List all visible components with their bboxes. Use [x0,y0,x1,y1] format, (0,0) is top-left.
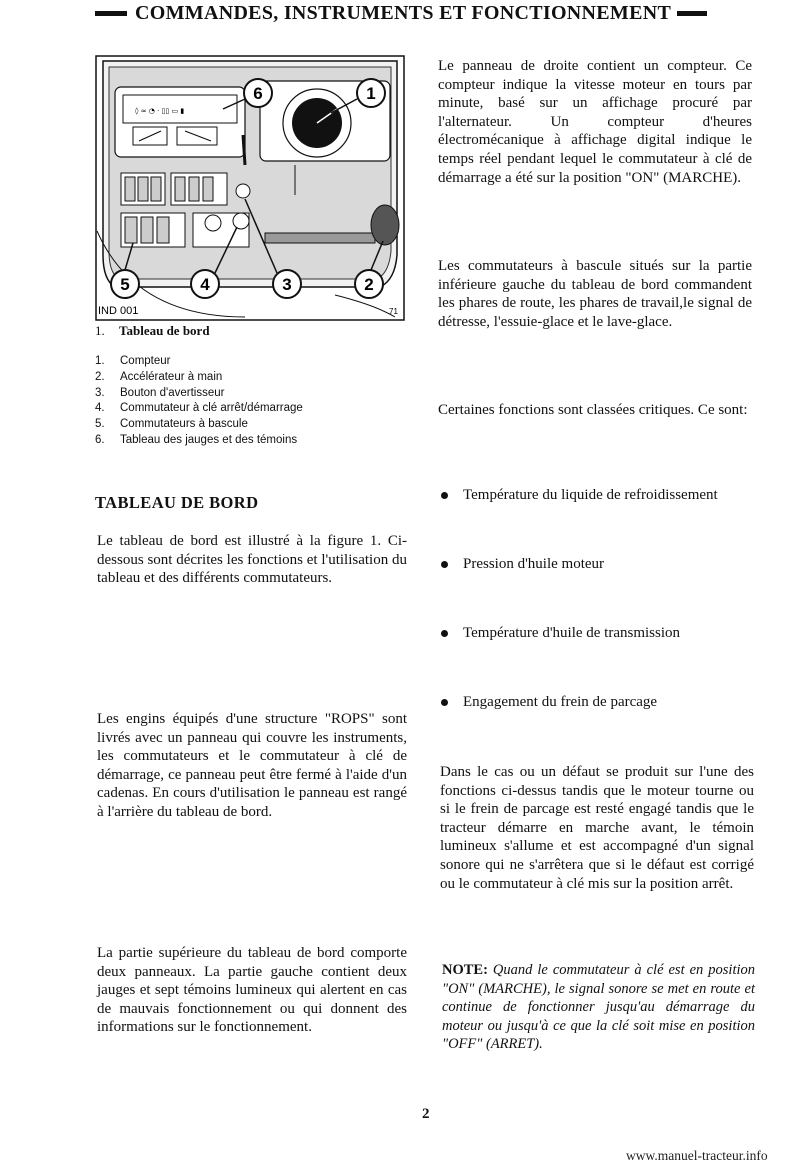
legend-item: 5. Commutateurs à bascule [95,418,248,431]
right-paragraph-1: Le panneau de droite contient un compteur. Ce compteur indique la vitesse moteur en tours par minute, basé sur un affichage procuré par l'alternateur. Un compteur d'heures électromécanique à affichage digital indique le temps réel pendant lequel le commutateur à clé de démarrage a été sur la position "ON" (MARCHE). [438,58,752,186]
svg-text:2: 2 [364,275,374,294]
header-rule-right [677,11,707,16]
bullet-item: Pression d'huile moteur [440,556,604,573]
section-heading: TABLEAU DE BORD [95,493,259,512]
bullet-item: Température d'huile de transmission [440,625,680,642]
svg-text:6: 6 [253,84,263,103]
bullet-item: Température du liquide de refroidissement [440,487,718,504]
legend-item: 4. Commutateur à clé arrêt/démarrage [95,402,303,415]
bullet-dot-icon [440,694,450,704]
svg-text:3: 3 [282,275,292,294]
figure-id-label: IND 001 [98,305,139,317]
right-paragraph-2: Les commutateurs à bascule situés sur la partie inférieure gauche du tableau de bord commandent les phares de route, les phares de travail,le signal de détresse, l'essuie-glace et le lave-glace. [438,258,752,330]
dashboard-illustration [95,55,405,321]
left-paragraph-2: Les engins équipés d'une structure "ROPS" sont livrés avec un panneau qui couvre les instruments, les commutateurs et le commutateur à clé de démarrage, ce panneau peut être fermé à l'aide d'un cadenas. En cours d'utilisation le panneau est rangé à l'arrière du tableau de bord. [97,711,407,820]
right-paragraph-3: Certaines fonctions sont classées critiques. Ce sont: [438,402,748,418]
figure-caption-number: 1. [95,323,105,338]
figure-caption-title: Tableau de bord [119,323,210,338]
legend-item: 1. Compteur [95,355,171,367]
legend-item: 3. Bouton d'avertisseur [95,386,225,399]
note-label: NOTE: [442,962,488,978]
svg-text:◊ ≈ ◔ · ▯▯ ▭ ▮: ◊ ≈ ◔ · ▯▯ ▭ ▮ [135,107,185,115]
page-number: 2 [422,1106,430,1122]
svg-text:5: 5 [120,275,130,294]
note-text: Quand le commutateur à clé est en position "ON" (MARCHE), le signal sonore se met en route et continue de fonctionner jusqu'au démarrage du moteur ou jusqu'à ce que la clé soit mise en position "OFF" (ARRET). [442,962,756,1053]
header-rule-left [95,11,127,16]
figure-corner-mark: 71 [389,307,398,316]
right-paragraph-4: Dans le cas ou un défaut se produit sur l'une des fonctions ci-dessus tandis que le moteur tourne ou si le frein de parcage est resté engagé tandis que le tracteur démarre en marche avant, le témoin lumineux s'allume et est accompagné d'un signal sonore qui ne s'arrêtera que si le défaut est corrigé ou le commutateur à clé mis sur la position arrêt. [440,764,754,892]
note-block [442,961,755,1054]
figure-legend [95,354,303,449]
legend-item: 2. Accélérateur à main [95,370,223,383]
figure-caption [95,323,210,339]
page-title: COMMANDES, INSTRUMENTS ET FONCTIONNEMENT [135,1,672,24]
bullet-dot-icon [440,625,450,635]
bullet-item: Engagement du frein de parcage [440,694,657,711]
website-footer: www.manuel-tracteur.info [626,1148,768,1163]
svg-text:4: 4 [200,275,210,294]
legend-item: 6. Tableau des jauges et des témoins [95,433,298,446]
left-paragraph-3: La partie supérieure du tableau de bord comporte deux panneaux. La partie gauche contient deux jauges et sept témoins lumineux qui alertent en cas de mauvais fonctionnement ou qui donnent des informations sur le fonctionnement. [97,945,407,1036]
bullet-dot-icon [440,556,450,566]
bullet-dot-icon [440,487,450,497]
left-paragraph-1: Le tableau de bord est illustré à la figure 1. Ci-dessous sont décrites les fonctions et l'utilisation du tableau et des différents commutateurs. [97,533,407,587]
svg-text:1: 1 [366,84,376,103]
page-header [95,0,750,26]
